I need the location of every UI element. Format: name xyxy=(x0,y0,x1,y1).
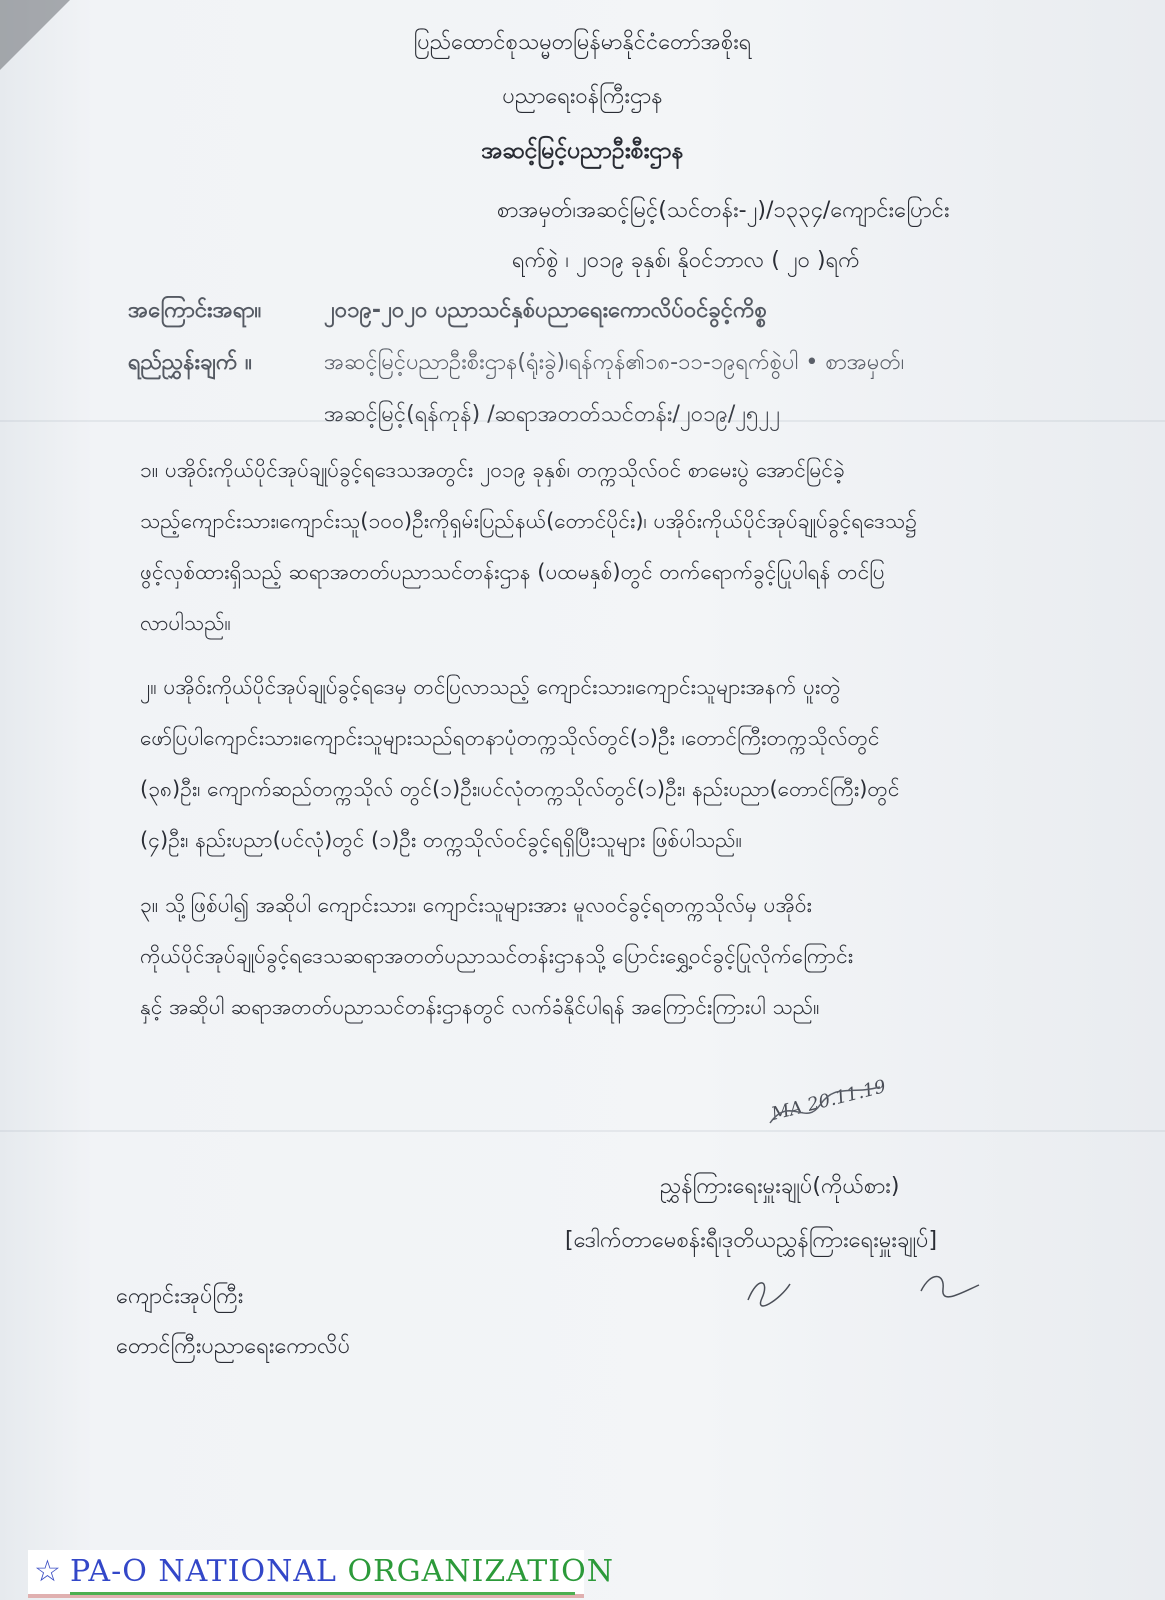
reference-line: အဆင့်မြင့်(ရန်ကုန်) /ဆရာအတတ်သင်တန်း/၂၀၁၉/၂၅၂၂ xyxy=(324,402,781,427)
letter-number: စာအမှတ်၊အဆင့်မြင့်(သင်တန်း-၂)/၁၃၃၄/ကျောင်းပြောင်း xyxy=(497,198,950,223)
paragraph-line: နှင့် အဆိုပါ ဆရာအတတ်ပညာသင်တန်းဌာနတွင် လက်ခံနိုင်ပါရန် အကြောင်းကြားပါ သည်။ xyxy=(140,995,820,1019)
recipient-line: ကျောင်းအုပ်ကြီး xyxy=(116,1284,244,1309)
signatory-name: [ဒေါက်တာမေစန်းရီ၊ဒုတိယညွှန်ကြားရေးမှူးချုပ်] xyxy=(565,1228,938,1253)
subject-label: အကြောင်းအရာ။ xyxy=(128,298,262,323)
paragraph-line: ကိုယ်ပိုင်အုပ်ချုပ်ခွင့်ရဒေသဆရာအတတ်ပညာသင်တန်းဌာနသို့ ပြောင်းရွှေ့ဝင်ခွင့်ပြုလိုက်ကြောင်း xyxy=(140,944,854,968)
signature-scribble xyxy=(760,1075,900,1135)
organization-name xyxy=(70,1552,614,1592)
letter-date: ရက်စွဲ ၊ ၂၀၁၉ ခုနှစ်၊ နိုဝင်ဘာလ ( ၂၀ )ရက် xyxy=(512,248,860,273)
paragraph-2 xyxy=(140,662,1070,866)
paragraph-line: ဖော်ပြပါကျောင်းသား၊ကျောင်းသူများသည်ရတနာပုံတက္ကသိုလ်တွင်(၁)ဦး ၊တောင်ကြီးတက္ကသိုလ်တွင် xyxy=(140,726,880,750)
paragraph-line: ၁။ ပအိုဝ်းကိုယ်ပိုင်အုပ်ချုပ်ခွင့်ရဒေသအတွင်း ၂၀၁၉ ခုနှစ်၊ တက္ကသိုလ်ဝင် စာမေးပွဲ အောင်မြင်ခဲ့ xyxy=(140,458,845,482)
paragraph-line: (၄)ဦး၊ နည်းပညာ(ပင်လုံ)တွင် (၁)ဦး တက္ကသိုလ်ဝင်ခွင့်ရရှိပြီးသူများ ဖြစ်ပါသည်။ xyxy=(140,828,742,852)
paragraph-1 xyxy=(140,445,1070,649)
paper-fold-line xyxy=(0,1130,1165,1132)
paragraph-line: ၂။ ပအိုဝ်းကိုယ်ပိုင်အုပ်ချုပ်ခွင့်ရဒေမှ တင်ပြလာသည့် ကျောင်းသား၊ကျောင်းသူများအနက် ပူးတွဲ xyxy=(140,675,841,699)
recipient-line: တောင်ကြီးပညာရေးကောလိပ် xyxy=(116,1334,351,1359)
paragraph-line: သည့်ကျောင်းသား၊ကျောင်းသူ(၁၀၀)ဦးကိုရှမ်းပြည်နယ်(တောင်ပိုင်း)၊ ပအိုဝ်းကိုယ်ပိုင်အုပ်ချုပ်ခွင့်ရဒေသ၌ xyxy=(140,509,917,533)
organization-name-part: ORGANIZATION xyxy=(347,1554,614,1589)
paragraph-line: (၃၈)ဦး၊ ကျောက်ဆည်တက္ကသိုလ် တွင်(၁)ဦး၊ပင်လုံတက္ကသိုလ်တွင်(၁)ဦး၊ နည်းပညာ(တောင်ကြီး)တွင် xyxy=(140,777,900,801)
paragraph-line: လာပါသည်။ xyxy=(140,611,231,635)
paragraph-line: ၃။ သို့ဖြစ်ပါ၍ အဆိုပါ ကျောင်းသား၊ ကျောင်းသူများအား မူလဝင်ခွင့်ရတက္ကသိုလ်မှ ပအိုဝ်း xyxy=(140,893,812,917)
paragraph-line: ဖွင့်လှစ်ထားရှိသည့် ဆရာအတတ်ပညာသင်တန်းဌာန (ပထမနှစ်)တွင် တက်ရောက်ခွင့်ပြုပါရန် တင်ပြ xyxy=(140,560,885,584)
government-title: ပြည်ထောင်စုသမ္မတမြန်မာနိုင်ငံတော်အစိုးရ xyxy=(413,30,752,55)
handwritten-initials: MA 20.11.19 xyxy=(769,1076,889,1125)
paragraph-3 xyxy=(140,880,1070,1033)
initial-mark xyxy=(740,1270,800,1310)
reference-line: အဆင့်မြင့်ပညာဦးစီးဌာန(ရုံးခွဲ)၊ရန်ကုန်၏၁၈-၁၁-၁၉ရက်စွဲပါ • စာအမှတ်၊ xyxy=(324,350,905,375)
ministry-title: ပညာရေးဝန်ကြီးဌာန xyxy=(502,84,663,109)
department-title: အဆင့်မြင့်ပညာဦးစီးဌာန xyxy=(481,138,684,164)
star-icon: ☆ xyxy=(34,1554,61,1589)
subject-text: ၂၀၁၉-၂၀၂၀ ပညာသင်နှစ်ပညာရေးကောလိပ်ဝင်ခွင့်ကိစ္စ xyxy=(324,298,767,323)
banner-underline xyxy=(70,1592,575,1595)
signatory-title: ညွှန်ကြားရေးမှူးချုပ်(ကိုယ်စား) xyxy=(660,1174,900,1199)
organization-name-part: PA-O NATIONAL xyxy=(70,1554,337,1589)
initial-mark xyxy=(915,1265,985,1305)
reference-label: ရည်ညွှန်းချက် ။ xyxy=(128,350,252,375)
